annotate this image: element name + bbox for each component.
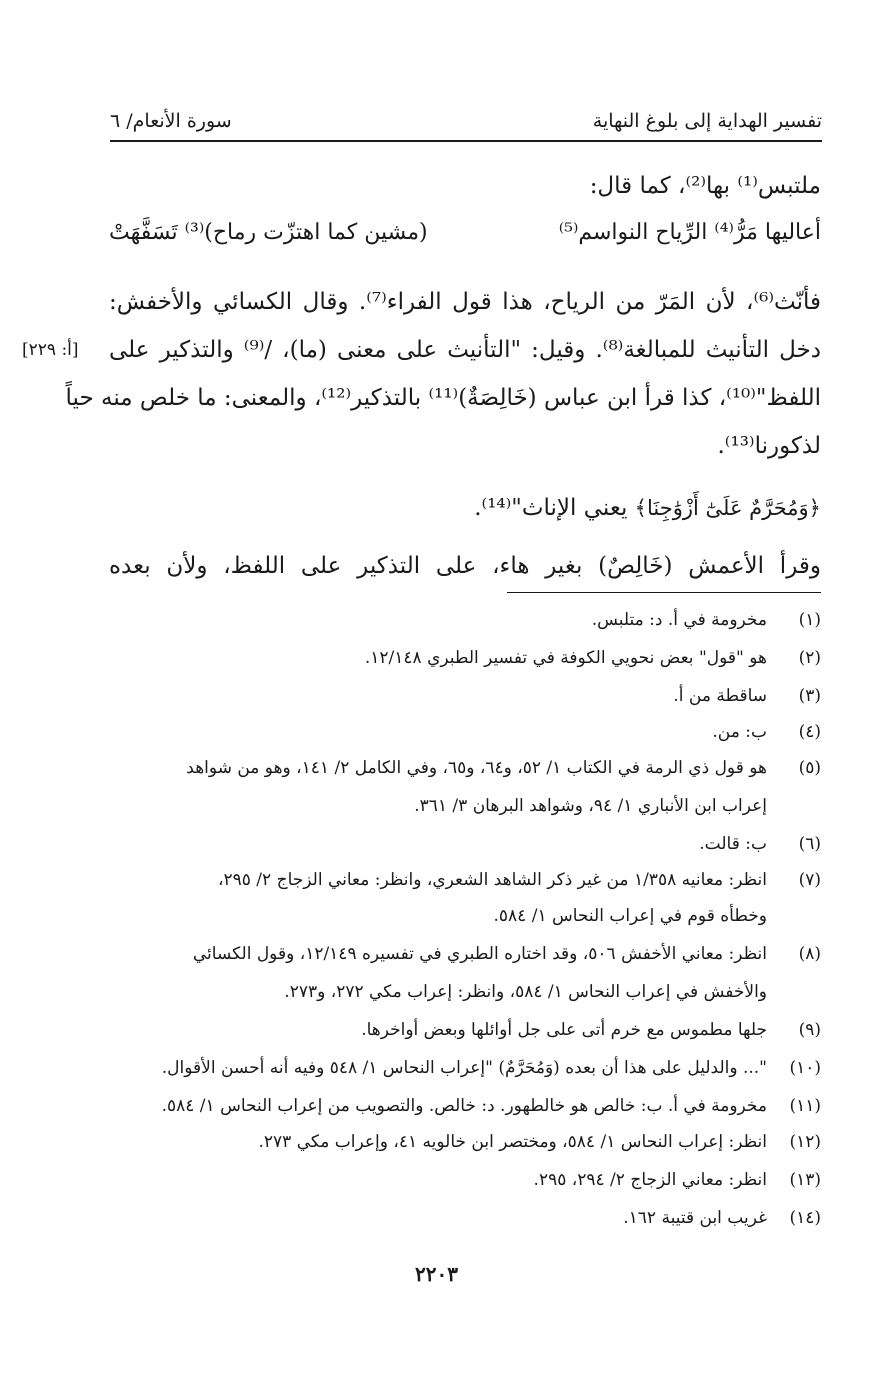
poetry-verse	[109, 220, 821, 245]
running-header	[110, 96, 822, 132]
footnote-number: (٣)	[798, 686, 821, 706]
footnote	[109, 1052, 821, 1084]
footnote-number: (١٠)	[789, 1058, 821, 1078]
header-book-title: تفسير الهداية إلى بلوغ النهاية	[592, 110, 822, 132]
footnote-text: جلها مطموس مع خرم أتى على جل أوائلها وبعض أواخرها.	[361, 1020, 767, 1040]
footnote-number: (١٢)	[789, 1132, 821, 1152]
footnote	[109, 938, 821, 970]
verse-hemistich-left: (مشين كما اهتزّت رماح)⁽³⁾ تَسَفَّهَتْ	[109, 220, 428, 245]
body-line-5: اللفظ"⁽¹⁰⁾، كذا قرأ ابن عباس (خَالِصَةٌ)⁽¹¹⁾ بالتذكير⁽¹²⁾، والمعنى: ما خلص منه حياً	[65, 385, 821, 411]
footnote-number: (١)	[798, 610, 821, 630]
footnote-number: (١٣)	[789, 1170, 821, 1190]
header-rule	[110, 140, 822, 142]
footnote	[109, 642, 821, 674]
verse-hemistich-right: أعاليها مَرُّ⁽⁴⁾ الرِّياح النواسم⁽⁵⁾	[558, 220, 821, 245]
footnote	[109, 1090, 821, 1122]
header-surah-label: سورة الأنعام/ ٦	[110, 110, 232, 132]
manuscript-folio-ref: [أ: ٢٢٩]	[22, 340, 79, 360]
footnote-number: (٨)	[798, 944, 821, 964]
footnote	[109, 1126, 821, 1158]
footnote	[109, 752, 821, 784]
footnote-text: انظر: معاني الأخفش ٥٠٦، وقد اختاره الطبري في تفسيره ١٢/١٤٩، وقول الكسائي	[192, 944, 767, 964]
footnote-number: (٧)	[798, 870, 821, 890]
footnote-number: (١٤)	[789, 1208, 821, 1228]
footnote-text: هو "قول" بعض نحويي الكوفة في تفسير الطبري ١٢/١٤٨.	[364, 648, 767, 668]
body-line-7	[109, 488, 821, 528]
footnote-continuation: إعراب ابن الأنباري ١/ ٩٤، وشواهد البرهان ٣/ ٣٦١.	[414, 796, 767, 816]
body-line-6: لذكورنا⁽¹³⁾.	[717, 433, 821, 459]
footnote	[109, 680, 821, 712]
footnote-number: (٢)	[798, 648, 821, 668]
footnote-text: ب: قالت.	[699, 834, 767, 854]
footnote-number: (٦)	[798, 834, 821, 854]
footnote	[109, 1164, 821, 1196]
footnote-text: انظر: معانيه ١/٣٥٨ من غير ذكر الشاهد الشعري، وانظر: معاني الزجاج ٢/ ٢٩٥،	[218, 870, 767, 890]
footnote-number: (٥)	[798, 758, 821, 778]
footnote-text: مخرومة في أ. د: متلبس.	[591, 610, 767, 630]
footnote	[109, 1014, 821, 1046]
footnote-continuation: والأخفش في إعراب النحاس ١/ ٥٨٤، وانظر: إعراب مكي ٢٧٢، و٢٧٣.	[284, 982, 767, 1002]
footnote-continuation: وخطأه قوم في إعراب النحاس ١/ ٥٨٤.	[493, 906, 767, 926]
footnote	[109, 1202, 821, 1234]
footnote-text: ب: من.	[712, 722, 767, 742]
footnote-number: (٤)	[798, 722, 821, 742]
footnote-text: انظر: إعراب النحاس ١/ ٥٨٤، ومختصر ابن خالويه ٤١، وإعراب مكي ٢٧٣.	[258, 1132, 767, 1152]
body-line-7-rest: يعني الإناث"⁽¹⁴⁾.	[474, 495, 628, 521]
body-line-3: فأنّث⁽⁶⁾، لأن المَرّ من الرياح، هذا قول الفراء⁽⁷⁾. وقال الكسائي والأخفش:	[109, 289, 822, 315]
footnote-text: "... والدليل على هذا أن بعده (وَمُحَرَّمٌ) "إعراب النحاس ١/ ٥٤٨ وفيه أنه أحسن الأقوال.	[161, 1058, 767, 1078]
footnotes-rule	[507, 592, 821, 593]
footnote	[109, 604, 821, 636]
body-line-8: وقرأ الأعمش (خَالِصٌ) بغير هاء، على التذكير على اللفظ، ولأن بعده	[109, 553, 821, 579]
footnote-text: انظر: معاني الزجاج ٢/ ٢٩٤، ٢٩٥.	[533, 1170, 767, 1190]
footnote-text: غريب ابن قتيبة ١٦٢.	[623, 1208, 767, 1228]
footnote-number: (١١)	[789, 1096, 821, 1116]
footnote	[109, 716, 821, 748]
body-line-4: دخل التأنيث للمبالغة⁽⁸⁾. وقيل: "التأنيث على معنى (ما)، /⁽⁹⁾ والتذكير على	[109, 337, 821, 363]
footnote-text: ساقطة من أ.	[673, 686, 767, 706]
page-number: ٢٢٠٣	[415, 1262, 458, 1286]
footnote-number: (٩)	[798, 1020, 821, 1040]
footnote-text: هو قول ذي الرمة في الكتاب ١/ ٥٢، و٦٤، و٦٥، وفي الكامل ٢/ ١٤١، وهو من شواهد	[186, 758, 767, 778]
footnote	[109, 828, 821, 860]
body-line-1: ملتبس⁽¹⁾ بها⁽²⁾، كما قال:	[589, 173, 821, 199]
quran-quote: ﴿وَمُحَرَّمٌ عَلَىٰٓ أَزْوَٰجِنَا﴾	[634, 496, 821, 520]
footnote-text: مخرومة في أ. ب: خالص هو خالطهور. د: خالص. والتصويب من إعراب النحاس ١/ ٥٨٤.	[161, 1096, 767, 1116]
footnote	[109, 864, 821, 896]
